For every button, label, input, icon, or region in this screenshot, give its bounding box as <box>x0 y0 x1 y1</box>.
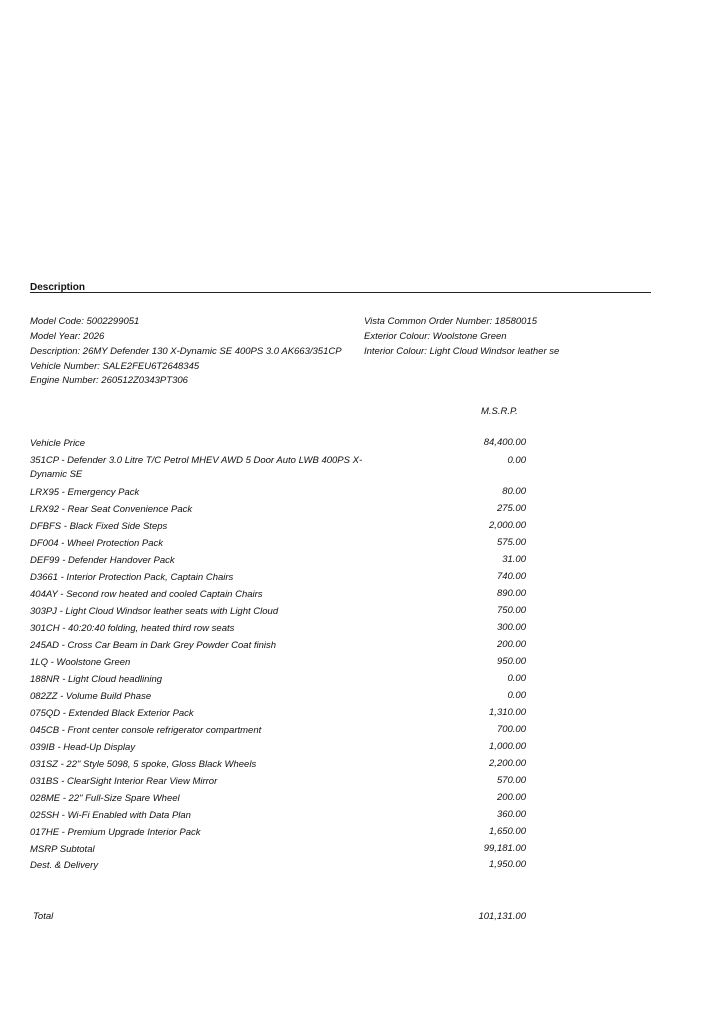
interior-colour: Interior Colour: Light Cloud Windsor leather se <box>364 346 560 357</box>
line-item-desc: 188NR - Light Cloud headlining <box>30 674 163 685</box>
exterior-colour: Exterior Colour: Woolstone Green <box>364 331 507 342</box>
line-item-amount: 80.00 <box>502 486 526 497</box>
line-item-amount: 2,200.00 <box>489 758 526 769</box>
line-item-amount: 84,400.00 <box>483 437 526 448</box>
model-description: Description: 26MY Defender 130 X-Dynamic SE 400PS 3.0 AK663/351CP <box>30 346 342 357</box>
line-item-desc: 245AD - Cross Car Beam in Dark Grey Powder Coat finish <box>30 640 277 651</box>
line-item-amount: 700.00 <box>496 724 526 735</box>
line-item-amount: 275.00 <box>496 503 526 514</box>
line-item-desc: 031BS - ClearSight Interior Rear View Mirror <box>30 776 218 787</box>
line-item-desc: 404AY - Second row heated and cooled Captain Chairs <box>30 589 263 600</box>
line-item-desc: DF004 - Wheel Protection Pack <box>30 538 164 549</box>
line-item-desc: 075QD - Extended Black Exterior Pack <box>30 708 194 719</box>
line-item-amount: 0.00 <box>507 455 526 466</box>
order-number: Vista Common Order Number: 18580015 <box>364 316 538 327</box>
line-item-desc: Vehicle Price <box>30 438 86 449</box>
line-item-amount: 2,000.00 <box>489 520 526 531</box>
model-year: Model Year: 2026 <box>30 331 105 342</box>
line-item-amount: 950.00 <box>496 656 526 667</box>
delivery-amount: 1,950.00 <box>489 859 526 870</box>
line-item-desc: 039IB - Head-Up Display <box>30 742 136 753</box>
line-item-desc: DEF99 - Defender Handover Pack <box>30 555 175 566</box>
line-item-amount: 1,650.00 <box>489 826 526 837</box>
line-item-desc: 303PJ - Light Cloud Windsor leather seats with Light Cloud <box>30 606 279 617</box>
delivery-label: Dest. & Delivery <box>30 860 99 871</box>
line-item-amount: 300.00 <box>496 622 526 633</box>
msrp-header: M.S.R.P. <box>481 406 518 417</box>
line-item-amount: 200.00 <box>496 792 526 803</box>
subtotal-amount: 99,181.00 <box>483 843 526 854</box>
total-amount: 101,131.00 <box>478 911 526 922</box>
line-item-desc: 028ME - 22" Full-Size Spare Wheel <box>30 793 180 804</box>
line-item-amount: 0.00 <box>507 673 526 684</box>
total-label: Total <box>33 911 54 922</box>
line-item-amount: 0.00 <box>507 690 526 701</box>
model-code: Model Code: 5002299051 <box>30 316 140 327</box>
title-divider <box>30 292 651 293</box>
line-item-amount: 31.00 <box>502 554 526 565</box>
engine-number: Engine Number: 260512Z0343PT306 <box>30 375 188 386</box>
line-item-amount: 750.00 <box>496 605 526 616</box>
line-item-desc: 031SZ - 22" Style 5098, 5 spoke, Gloss Black Wheels <box>30 759 257 770</box>
line-item-amount: 1,310.00 <box>489 707 526 718</box>
line-item-amount: 740.00 <box>496 571 526 582</box>
line-item-desc: LRX92 - Rear Seat Convenience Pack <box>30 504 193 515</box>
line-item-desc: D3661 - Interior Protection Pack, Captain Chairs <box>30 572 234 583</box>
line-item-amount: 200.00 <box>496 639 526 650</box>
line-item-desc: DFBFS - Black Fixed Side Steps <box>30 521 168 532</box>
line-item-desc: 301CH - 40:20:40 folding, heated third row seats <box>30 623 235 634</box>
line-item-desc: 045CB - Front center console refrigerator compartment <box>30 725 262 736</box>
line-item-amount: 890.00 <box>496 588 526 599</box>
line-item-amount: 575.00 <box>496 537 526 548</box>
line-item-desc: 1LQ - Woolstone Green <box>30 657 131 668</box>
line-item-desc: 082ZZ - Volume Build Phase <box>30 691 152 702</box>
line-item-desc: LRX95 - Emergency Pack <box>30 487 140 498</box>
vehicle-number: Vehicle Number: SALE2FEU6T2648345 <box>30 361 200 372</box>
line-item-amount: 570.00 <box>496 775 526 786</box>
subtotal-label: MSRP Subtotal <box>30 844 95 855</box>
line-item-amount: 1,000.00 <box>489 741 526 752</box>
line-item-desc: 351CP - Defender 3.0 Litre T/C Petrol MHEV AWD 5 Door Auto LWB 400PS X-Dynamic SE <box>30 455 363 480</box>
line-item-desc: 025SH - Wi-Fi Enabled with Data Plan <box>30 810 191 821</box>
section-title: Description <box>30 282 86 293</box>
line-item-amount: 360.00 <box>496 809 526 820</box>
line-item-desc: 017HE - Premium Upgrade Interior Pack <box>30 827 201 838</box>
